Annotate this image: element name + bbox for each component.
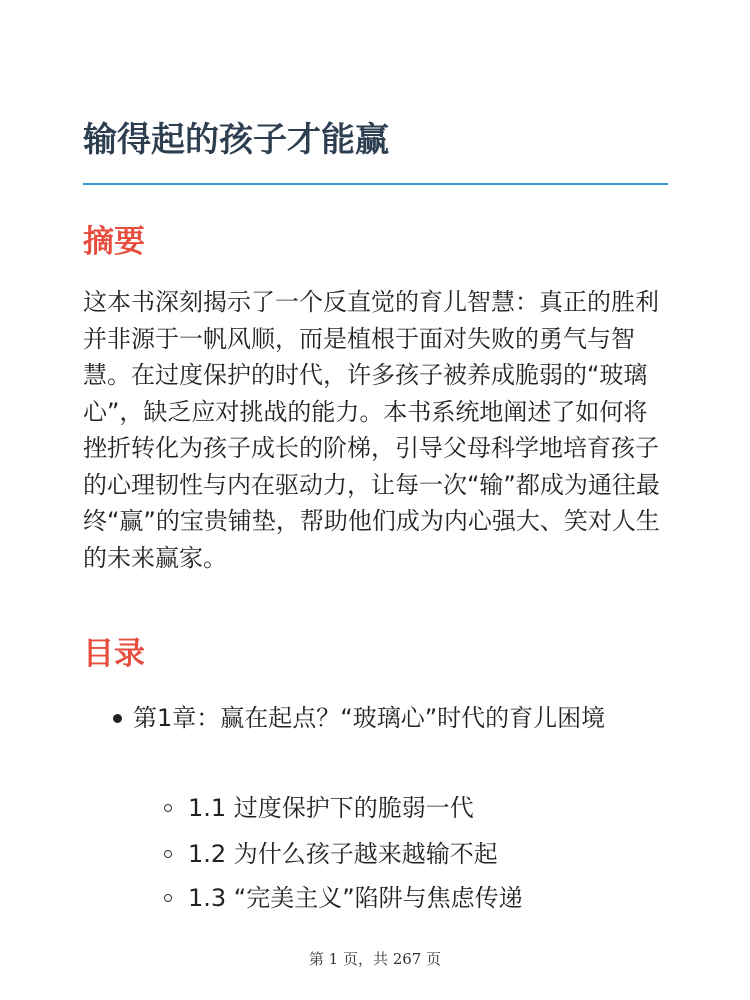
abstract-paragraph: 这本书深刻揭示了一个反直觉的育儿智慧：真正的胜利并非源于一帆风顺，而是植根于面对失败的勇气与智慧。在过度保护的时代，许多孩子被养成脆弱的“玻璃心”，缺乏应对挑战的能力。本书系统地阐述了如何将挫折转化为孩子成长的阶梯，引导父母科学地培育孩子的心理韧性与内在驱动力，让每一次“输”都成为通往最终“赢”的宝贵铺垫，帮助他们成为内心强大、笑对人生的未来赢家。 <box>83 288 660 572</box>
bullet-circle-icon <box>164 850 172 858</box>
toc-heading: 目录 <box>83 636 145 672</box>
title-divider <box>83 183 668 185</box>
toc-section-1-3[interactable]: 1.3 “完美主义”陷阱与焦虑传递 <box>188 884 523 912</box>
page-title: 输得起的孩子才能赢 <box>83 120 389 160</box>
toc-section-1-1[interactable]: 1.1 过度保护下的脆弱一代 <box>188 794 474 822</box>
toc-section-1-2[interactable]: 1.2 为什么孩子越来越输不起 <box>188 840 498 868</box>
abstract-heading: 摘要 <box>83 224 145 260</box>
page-number-footer: 第 1 页，共 267 页 <box>308 950 442 968</box>
bullet-disc-icon <box>113 714 122 723</box>
toc-chapter-1[interactable]: 第1章：赢在起点？“玻璃心”时代的育儿困境 <box>133 704 606 732</box>
bullet-circle-icon <box>164 894 172 902</box>
bullet-circle-icon <box>164 804 172 812</box>
